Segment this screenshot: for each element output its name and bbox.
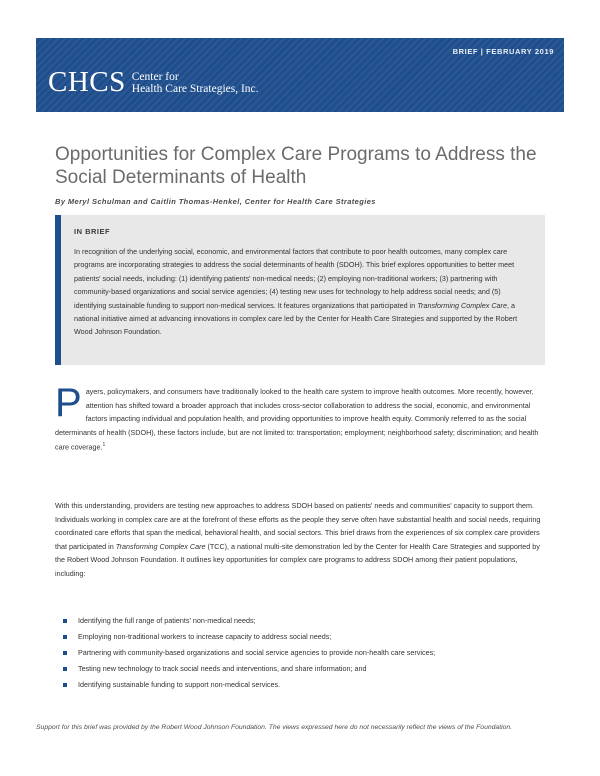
list-item xyxy=(63,630,543,643)
opportunity-list xyxy=(63,614,543,694)
bullet-icon xyxy=(63,683,67,687)
list-item-text: Identifying the full range of patients' non-medical needs; xyxy=(78,616,256,625)
program-name-inline: Transforming Complex Care xyxy=(115,541,206,551)
header-banner xyxy=(36,38,564,112)
bullet-icon xyxy=(63,635,67,639)
body-paragraph xyxy=(55,499,545,581)
document-title: Opportunities for Complex Care Programs to Address the Social Determinants of Health xyxy=(55,144,537,188)
bullet-icon xyxy=(63,667,67,671)
intro-text: ayers, policymakers, and consumers have traditionally looked to the health care system to improve health outcomes. More recently, however, attention has shifted toward a broader approach that includes cross-sector collaboration to address the social, economic, and environmental factors impacting individual and population health, and providing opportunities to improve health equity. Commonly referred to as the social determinants of health (SDOH), these factors include, but are not limited to: transportation; employment; neighborhood safety; discrimination; and health care coverage. xyxy=(55,387,539,452)
list-item-text: Testing new technology to track social needs and interventions, and share information; and xyxy=(78,664,367,673)
paragraph-text-end: (TCC), a national multi-site demonstration led by the Center for Health Care Strategies and supported by the Robert Wood Johnson Foundation. It outlines key opportunities for complex care programs to address SDOH among their patient populations, including: xyxy=(55,541,540,578)
bullet-icon xyxy=(63,619,67,623)
intro-paragraph xyxy=(55,381,545,454)
in-brief-text-end: , a national initiative aimed at advancing innovations in complex care led by the Center for Health Care Strategies and supported by the Robert Wood Johnson Foundation. xyxy=(74,300,518,337)
list-item xyxy=(63,678,543,691)
program-name: Transforming Complex Care xyxy=(417,300,507,310)
in-brief-box xyxy=(55,215,545,365)
paragraph-text-start: With this understanding, providers are testing new approaches to address SDOH based on patients' needs and communities' capacity to support them. Individuals working in complex care are at the forefront of these efforts as the people they serve often have substantial health and social needs, requiring coordinated care efforts that span the medical, behavioral health, and social sectors. This brief draws from the experiences of six complex care providers that participated in xyxy=(55,501,541,551)
list-item-text: Identifying sustainable funding to support non-medical services. xyxy=(78,680,281,689)
in-brief-heading: IN BRIEF xyxy=(74,227,111,236)
logo-line-1: Center for xyxy=(131,70,179,83)
in-brief-text-start: In recognition of the underlying social, economic, and environmental factors that contribute to poor health outcomes, many complex care programs are incorporating strategies to address the social determinants of health (SDOH). This brief explores opportunities to better meet patients' social needs, including: (1) identifying patients' non-medical needs; (2) employing non-traditional workers; (3) partnering with community-based organizations and social service agencies; (4) testing new uses for technology to help address social needs; and (5) identifying sustainable funding to support non-medical services. It features organizations that participated in xyxy=(74,247,515,310)
in-brief-text xyxy=(74,245,533,339)
list-item-text: Employing non-traditional workers to increase capacity to address social needs; xyxy=(78,632,332,641)
logo-line-2: Health Care Strategies, Inc. xyxy=(131,82,259,95)
list-item xyxy=(63,662,543,675)
list-item-text: Partnering with community-based organizations and social service agencies to provide non-health care services; xyxy=(78,648,436,657)
logo-mark: CHCS xyxy=(48,66,126,98)
logo-text xyxy=(132,71,259,95)
chcs-logo xyxy=(48,68,259,97)
funding-note: Support for this brief was provided by the Robert Wood Johnson Foundation. The views expressed here do not necessarily reflect the views of the Foundation. xyxy=(36,724,513,731)
brief-date-tag: BRIEF | FEBRUARY 2019 xyxy=(452,47,554,56)
byline: By Meryl Schulman and Caitlin Thomas-Henkel, Center for Health Care Strategies xyxy=(55,197,376,206)
drop-cap: P xyxy=(55,381,82,425)
bullet-icon xyxy=(63,651,67,655)
list-item xyxy=(63,614,543,627)
footnote-ref: 1 xyxy=(102,442,106,449)
list-item xyxy=(63,646,543,659)
